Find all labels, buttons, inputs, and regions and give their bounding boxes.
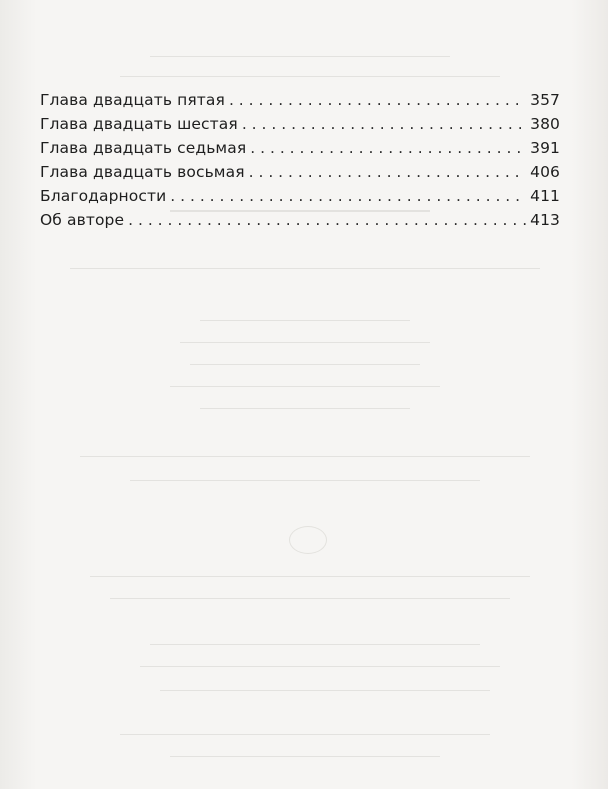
toc-entry-title: Глава двадцать восьмая: [40, 163, 245, 181]
bleed-rule: [110, 598, 510, 599]
bleed-rule: [160, 690, 490, 691]
age-rating-stamp-bleed: [289, 526, 327, 554]
toc-leader-dots: [250, 139, 526, 157]
bleed-rule: [190, 364, 420, 365]
bleed-rule: [90, 576, 530, 577]
toc-entry-title: Глава двадцать пятая: [40, 91, 225, 109]
toc-entry-page: 411: [530, 187, 560, 205]
toc-entry-page: 391: [530, 139, 560, 157]
bleed-rule: [130, 480, 480, 481]
bleed-rule: [140, 666, 500, 667]
toc-entry-page: 413: [530, 211, 560, 229]
toc-leader-dots: [229, 91, 526, 109]
toc-entry: [40, 163, 560, 187]
bleed-rule: [150, 644, 480, 645]
bleed-rule: [70, 268, 540, 269]
bleed-rule: [200, 408, 410, 409]
toc-leader-dots: [249, 163, 526, 181]
bleed-rule: [200, 320, 410, 321]
toc-entry: [40, 91, 560, 115]
bleed-rule: [150, 56, 450, 57]
toc-entry-page: 357: [530, 91, 560, 109]
bleed-rule: [120, 734, 490, 735]
toc-leader-dots: [170, 187, 526, 205]
bleed-rule: [170, 386, 440, 387]
toc-entry-title: Об авторе: [40, 211, 125, 229]
toc-leader-dots: [128, 211, 526, 229]
bleed-rule: [170, 756, 440, 757]
toc-entry: [40, 187, 560, 211]
bleed-rule: [180, 342, 430, 343]
toc-entry-page: 380: [530, 115, 560, 133]
toc-entry-title: Глава двадцать шестая: [40, 115, 238, 133]
toc-entry: [40, 115, 560, 139]
toc-entry-title: Глава двадцать седьмая: [40, 139, 247, 157]
toc-entry-title: Благодарности: [40, 187, 167, 205]
toc-entry: [40, 139, 560, 163]
toc-entry-page: 406: [530, 163, 560, 181]
table-of-contents: [40, 91, 560, 235]
bleed-rule: [120, 76, 500, 77]
toc-entry: [40, 211, 560, 235]
toc-leader-dots: [242, 115, 526, 133]
bleed-rule: [80, 456, 530, 457]
